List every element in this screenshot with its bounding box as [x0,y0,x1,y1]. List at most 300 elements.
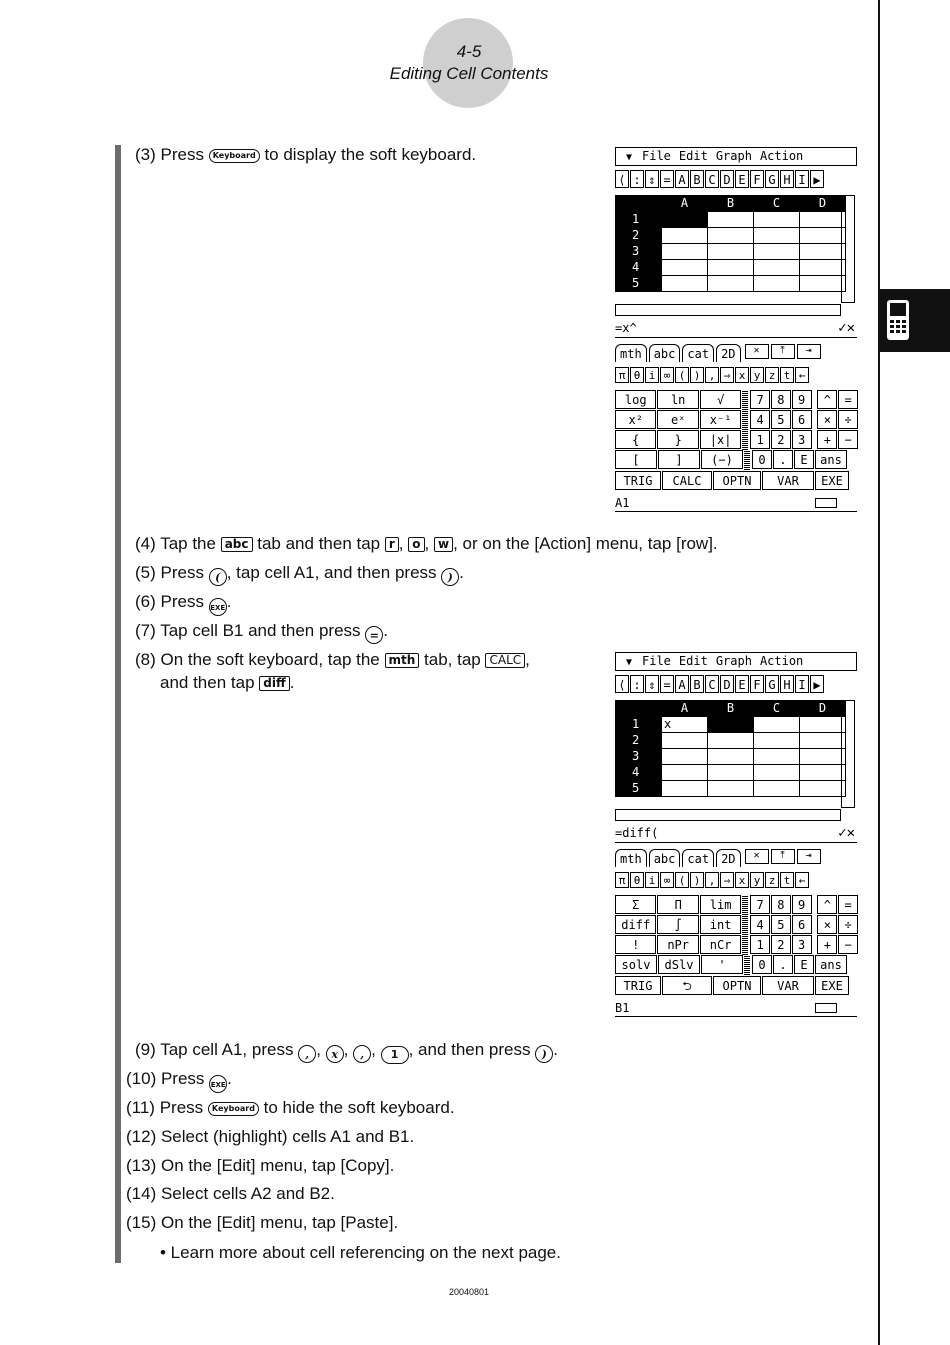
function-key[interactable]: eˣ [657,410,698,429]
column-header[interactable]: B [708,701,754,717]
key-row [615,390,859,410]
symbol-key[interactable]: ⇒ [720,872,734,888]
toolbar-button[interactable]: B [690,675,704,693]
key-row [615,895,859,915]
step-5: (5) Press ( , tap cell A1, and then press ) . [135,563,464,584]
toolbar-button[interactable]: C [705,675,719,693]
tab-2d[interactable]: 2D [716,849,740,867]
bottom-key[interactable]: OPTN [713,976,761,995]
cell-B3[interactable] [708,244,754,260]
symbol-key[interactable]: ∞ [660,872,674,888]
column-header[interactable]: C [754,701,800,717]
diff-key-icon: diff [259,676,289,691]
cell-B3[interactable] [708,749,754,765]
digit-key[interactable]: 5 [771,410,791,429]
digit-key[interactable]: ^ [817,895,837,914]
bottom-key[interactable]: OPTN [713,471,761,490]
tab-abc[interactable]: abc [649,849,681,867]
step-3: (3) Press Keyboard to display the soft keyboard. [135,145,477,164]
step-10: (10) Press EXE. [126,1068,232,1093]
x-key-icon: x [326,1045,344,1063]
symbol-key[interactable]: ( [675,367,689,383]
cell-D2[interactable] [800,228,846,244]
exe-key-icon-2: EXE [209,1075,227,1093]
bottom-key[interactable]: VAR [762,976,814,995]
footer-code: 20040801 [448,1287,490,1297]
digit-key[interactable]: . [773,955,793,974]
horizontal-scrollbar[interactable] [615,809,841,821]
toolbar-button[interactable]: : [630,170,644,188]
key-divider [744,450,750,470]
digit-key[interactable]: − [838,430,858,449]
page-number: 4-5 [456,42,482,61]
menu-edit[interactable]: Edit [678,654,708,668]
cell-C4[interactable] [754,765,800,781]
step-6: (6) Press EXE. [135,591,231,616]
function-key[interactable]: dSlv [658,955,700,974]
entry-line[interactable] [615,825,857,843]
toolbar-button[interactable]: ⟨ [615,170,629,188]
header-circle [423,18,513,108]
function-key[interactable]: nCr [700,935,741,954]
function-key[interactable]: ' [701,955,743,974]
calculator-screen-2 [613,650,861,1025]
key-row [615,450,859,470]
check-cancel-icon[interactable]: ✓✕ [838,825,855,841]
keyboard-tabs [615,849,859,867]
step-9: (9) Tap cell A1, press , , x , , , 1 , and then press ) . [135,1039,558,1064]
status-bar [615,495,857,512]
keyboard-tab-button[interactable]: ⤒ [771,344,795,359]
ans-key[interactable]: ans [815,955,847,974]
vertical-scrollbar[interactable] [841,700,855,808]
toolbar-button[interactable]: ▶ [810,170,824,188]
symbol-key[interactable]: z [765,872,779,888]
tab-2d[interactable]: 2D [716,344,740,362]
corner-cell [616,196,662,212]
function-key[interactable]: [ [615,450,657,469]
cell-A1[interactable]: x [662,717,708,733]
digit-key[interactable]: . [773,450,793,469]
toolbar-button[interactable]: F [750,170,764,188]
symbol-key[interactable]: θ [630,367,644,383]
symbol-key[interactable]: ) [690,872,704,888]
calculator-icon [886,299,910,341]
symbol-key[interactable]: ( [675,872,689,888]
function-key[interactable]: √ [700,390,741,409]
step-15: (15) On the [Edit] menu, tap [Paste]. [126,1213,399,1232]
cell-A3[interactable] [662,749,708,765]
o-key-icon: o [408,537,424,552]
cell-D5[interactable] [800,781,846,797]
keyboard-tab-button[interactable]: ⇥ [797,344,821,359]
toolbar [615,675,859,695]
toolbar-button[interactable]: = [660,675,674,693]
menu-bar [615,652,857,671]
cell-C2[interactable] [754,228,800,244]
key-divider [742,935,748,955]
entry-line[interactable] [615,320,857,338]
comma-key-icon-2: , [353,1045,371,1063]
r-key-icon: r [385,537,399,552]
symbol-key[interactable]: ← [795,872,809,888]
keyboard-tab-button[interactable]: ⤒ [771,849,795,864]
tab-mth[interactable]: mth [615,849,647,867]
key-divider [742,915,748,935]
symbol-key[interactable]: t [780,367,794,383]
cell-C5[interactable] [754,781,800,797]
column-header[interactable]: C [754,196,800,212]
symbol-key[interactable]: π [615,367,629,383]
toolbar-button[interactable]: A [675,675,689,693]
symbol-key[interactable]: , [705,367,719,383]
digit-key[interactable]: ÷ [838,915,858,934]
digit-key[interactable]: − [838,935,858,954]
status-cell: B1 [615,1001,630,1015]
w-key-icon: w [434,537,453,552]
cell-C1[interactable] [754,212,800,228]
digit-key[interactable]: 6 [792,915,812,934]
symbol-key[interactable]: t [780,872,794,888]
chapter-tab [880,289,950,352]
right-margin-rule [878,0,880,1345]
key-grid [615,895,859,975]
tab-mth[interactable]: mth [615,344,647,362]
cell-D1[interactable] [800,212,846,228]
cell-B5[interactable] [708,276,754,292]
symbol-key[interactable]: θ [630,872,644,888]
cell-A2[interactable] [662,733,708,749]
key-row [615,430,859,450]
row-header[interactable]: 1 [616,717,662,733]
toolbar-button[interactable]: ⇕ [645,170,659,188]
digit-key[interactable]: 8 [771,390,791,409]
symbol-key[interactable]: ) [690,367,704,383]
symbol-row [615,367,859,385]
step-12: (12) Select (highlight) cells A1 and B1. [126,1127,415,1146]
symbol-key[interactable]: i [645,367,659,383]
toolbar-button[interactable]: H [780,675,794,693]
row-header[interactable]: 2 [616,733,662,749]
digit-key[interactable]: 4 [750,915,770,934]
cell-B4[interactable] [708,260,754,276]
cell-A5[interactable] [662,276,708,292]
cell-B5[interactable] [708,781,754,797]
digit-key[interactable]: 0 [752,450,772,469]
symbol-key[interactable]: y [750,367,764,383]
digit-key[interactable]: E [794,955,814,974]
bullet-note: • Learn more about cell referencing on the next page. [160,1243,561,1262]
tab-abc[interactable]: abc [649,344,681,362]
bottom-keys [615,976,859,996]
toolbar-button[interactable]: H [780,170,794,188]
digit-key[interactable]: = [838,390,858,409]
digit-key[interactable]: 0 [752,955,772,974]
toolbar-button[interactable]: D [720,170,734,188]
step-13: (13) On the [Edit] menu, tap [Copy]. [126,1156,395,1175]
cell-B1[interactable] [708,212,754,228]
toolbar-button[interactable]: I [795,675,809,693]
cell-A4[interactable] [662,765,708,781]
digit-key[interactable]: ^ [817,390,837,409]
cell-C5[interactable] [754,276,800,292]
key-row [615,935,859,955]
bottom-key[interactable]: TRIG [615,471,661,490]
symbol-key[interactable]: ← [795,367,809,383]
digit-key[interactable]: × [817,410,837,429]
entry-text: =x^ [615,321,637,335]
page-title: Editing Cell Contents [389,64,549,83]
tab-cat[interactable]: cat [682,849,714,867]
margin-bar [115,145,121,1263]
cell-C1[interactable] [754,717,800,733]
keyboard-tabs [615,344,859,362]
digit-key[interactable]: + [817,935,837,954]
status-bar [615,1000,857,1017]
cell-B1[interactable] [708,717,754,733]
symbol-key[interactable]: π [615,872,629,888]
bottom-key[interactable]: EXE [815,976,849,995]
step-11: (11) Press Keyboard to hide the soft keyboard. [126,1098,455,1117]
digit-key[interactable]: × [817,915,837,934]
row-header[interactable]: 5 [616,276,662,292]
function-key[interactable]: { [615,430,656,449]
cell-A5[interactable] [662,781,708,797]
digit-key[interactable]: 5 [771,915,791,934]
key-row [615,915,859,935]
function-key[interactable]: ] [658,450,700,469]
toolbar-button[interactable]: ▶ [810,675,824,693]
key-grid [615,390,859,470]
function-key[interactable]: solv [615,955,657,974]
exe-key-icon: EXE [209,598,227,616]
key-row [615,410,859,430]
calculator-screen-1 [613,145,861,520]
function-key[interactable]: Σ [615,895,656,914]
cell-C4[interactable] [754,260,800,276]
digit-key[interactable]: 2 [771,935,791,954]
step-7: (7) Tap cell B1 and then press = . [135,621,389,642]
abc-tab-icon: abc [221,537,253,552]
spreadsheet-grid [615,195,857,292]
digit-key[interactable]: 6 [792,410,812,429]
calc-key-icon: CALC [485,653,525,668]
step-8-cont: and then tap diff . [160,673,295,692]
column-header[interactable]: D [800,196,846,212]
tab-cat[interactable]: cat [682,344,714,362]
bottom-key[interactable]: VAR [762,471,814,490]
digit-key[interactable]: 2 [771,430,791,449]
status-cell: A1 [615,496,630,510]
toolbar-button[interactable]: I [795,170,809,188]
cell-B4[interactable] [708,765,754,781]
step-8: (8) On the soft keyboard, tap the mth tab, tap CALC , [135,650,530,669]
keyboard-tab-button[interactable]: ✕ [745,344,769,359]
toolbar-button[interactable]: ⟨ [615,675,629,693]
symbol-key[interactable]: z [765,367,779,383]
cell-C2[interactable] [754,733,800,749]
function-key[interactable]: log [615,390,656,409]
horizontal-scrollbar[interactable] [615,304,841,316]
digit-key[interactable]: ÷ [838,410,858,429]
bottom-keys [615,471,859,491]
bottom-key[interactable]: TRIG [615,976,661,995]
menu-file[interactable]: File [642,149,671,163]
function-key[interactable]: Π [657,895,698,914]
open-paren-key-icon: ( [209,568,227,586]
digit-key[interactable]: + [817,430,837,449]
row-header[interactable]: 1 [616,212,662,228]
row-header[interactable]: 2 [616,228,662,244]
comma-key-icon: , [298,1045,316,1063]
corner-cell [616,701,662,717]
key-row [615,955,859,975]
toolbar-button[interactable]: G [765,170,779,188]
function-key[interactable]: ! [615,935,656,954]
toolbar [615,170,859,190]
step-4: (4) Tap the abc tab and then tap r , o , w , or on the [Action] menu, tap [row]. [135,534,718,553]
cell-A1[interactable] [662,212,708,228]
function-key[interactable]: ln [657,390,698,409]
digit-key[interactable]: 3 [792,935,812,954]
digit-key[interactable]: 8 [771,895,791,914]
spreadsheet-grid [615,700,857,797]
row-header[interactable]: 4 [616,260,662,276]
cell-C3[interactable] [754,749,800,765]
key-divider [742,390,748,410]
cell-D3[interactable] [800,749,846,765]
symbol-key[interactable]: i [645,872,659,888]
digit-key[interactable]: 9 [792,895,812,914]
cell-C3[interactable] [754,244,800,260]
keyboard-tab-button[interactable]: ✕ [745,849,769,864]
step-14: (14) Select cells A2 and B2. [126,1184,335,1203]
key-divider [744,955,750,975]
cell-D1[interactable] [800,717,846,733]
cell-B2[interactable] [708,733,754,749]
menu-graph[interactable]: Graph [715,149,752,163]
function-key[interactable]: |x| [700,430,741,449]
digit-key[interactable]: 9 [792,390,812,409]
symbol-row [615,872,859,890]
toolbar-button[interactable]: E [735,675,749,693]
cell-D3[interactable] [800,244,846,260]
toolbar-button[interactable]: : [630,675,644,693]
digit-key[interactable]: 1 [750,430,770,449]
toolbar-button[interactable]: C [705,170,719,188]
symbol-key[interactable]: , [705,872,719,888]
toolbar-button[interactable]: ⇕ [645,675,659,693]
toolbar-button[interactable]: G [765,675,779,693]
menu-action[interactable]: Action [759,654,804,668]
function-key[interactable]: x² [615,410,656,429]
row-header[interactable]: 4 [616,765,662,781]
cell-A3[interactable] [662,244,708,260]
row-header[interactable]: 3 [616,749,662,765]
row-header[interactable]: 3 [616,244,662,260]
entry-text: =diff( [615,826,659,840]
chevron-down-icon[interactable]: ▼ [625,657,633,668]
function-key[interactable]: int [700,915,741,934]
key-divider [742,895,748,915]
keyboard-tab-button[interactable]: ⇥ [797,849,821,864]
menu-edit[interactable]: Edit [678,149,708,163]
bottom-key[interactable]: CALC [662,471,712,490]
ans-key[interactable]: ans [815,450,847,469]
function-key[interactable]: x⁻¹ [700,410,741,429]
menu-bar [615,147,857,166]
bottom-key[interactable]: EXE [815,471,849,490]
menu-action[interactable]: Action [759,149,804,163]
function-key[interactable]: } [657,430,698,449]
key-divider [742,410,748,430]
column-header[interactable]: A [662,196,708,212]
symbol-key[interactable]: y [750,872,764,888]
toolbar-button[interactable]: D [720,675,734,693]
toolbar-button[interactable]: = [660,170,674,188]
toolbar-button[interactable]: A [675,170,689,188]
check-cancel-icon[interactable]: ✓✕ [838,320,855,336]
key-divider [742,430,748,450]
cell-A2[interactable] [662,228,708,244]
keyboard-key-icon-2: Keyboard [208,1102,259,1116]
toolbar-button[interactable]: E [735,170,749,188]
vertical-scrollbar[interactable] [841,195,855,303]
digit-key[interactable]: 7 [750,390,770,409]
toolbar-button[interactable]: F [750,675,764,693]
digit-key[interactable]: 7 [750,895,770,914]
digit-key[interactable]: 3 [792,430,812,449]
close-paren-key-icon: ) [441,568,459,586]
battery-icon [815,1003,837,1013]
symbol-key[interactable]: ∞ [660,367,674,383]
function-key[interactable]: (−) [701,450,743,469]
column-header[interactable]: B [708,196,754,212]
digit-key[interactable]: E [794,450,814,469]
cell-D4[interactable] [800,765,846,781]
cell-D5[interactable] [800,276,846,292]
menu-graph[interactable]: Graph [715,654,752,668]
function-key[interactable]: ∫ [657,915,698,934]
one-key-icon: 1 [381,1046,409,1064]
battery-icon [815,498,837,508]
digit-key[interactable]: 1 [750,935,770,954]
function-key[interactable]: lim [700,895,741,914]
digit-key[interactable]: = [838,895,858,914]
keyboard-key-icon: Keyboard [209,149,260,163]
bottom-key[interactable]: ⮌ [662,976,712,995]
function-key[interactable]: nPr [657,935,698,954]
toolbar-button[interactable]: B [690,170,704,188]
symbol-key[interactable]: ⇒ [720,367,734,383]
close-paren-key-icon-2: ) [535,1045,553,1063]
menu-file[interactable]: File [642,654,671,668]
digit-key[interactable]: 4 [750,410,770,429]
chevron-down-icon[interactable]: ▼ [625,152,633,163]
cell-B2[interactable] [708,228,754,244]
row-header[interactable]: 5 [616,781,662,797]
cell-D4[interactable] [800,260,846,276]
symbol-key[interactable]: x [735,872,749,888]
function-key[interactable]: diff [615,915,656,934]
cell-A4[interactable] [662,260,708,276]
column-header[interactable]: A [662,701,708,717]
equals-key-icon: = [365,626,383,644]
column-header[interactable]: D [800,701,846,717]
cell-D2[interactable] [800,733,846,749]
symbol-key[interactable]: x [735,367,749,383]
mth-tab-icon: mth [385,653,420,668]
